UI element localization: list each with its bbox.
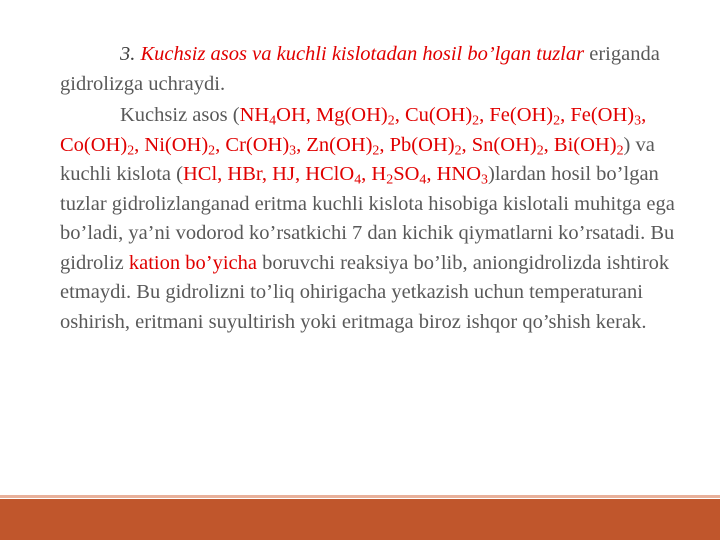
acids-list [182, 163, 489, 188]
base-formula: $Zn(OH)_2$, [306, 133, 390, 158]
acid-formula: HCl, [182, 163, 228, 185]
heading-title: Kuchsiz asos va kuchli kislotadan hosil bo’lgan tuzlar [140, 43, 585, 65]
body-after-acids: )lardan hosil bo’lgan tuzlar gidrolizlanganad eritma kuchli kislota hisobiga kislotali muhitga ega bo’ladi, ya’ni vodorod ko’rsatkichi 7 dan kichik qiymatlarni ko’rsatadi. Bu gidroliz [60, 163, 675, 274]
heading-rest: eriganda gidrolizga uchraydi. [60, 43, 660, 95]
footer-thin-bar [0, 495, 720, 498]
acid-formula: HBr, [227, 163, 273, 185]
base-formula: $Cr(OH)_3$, [225, 133, 307, 158]
base-formula: $Mg(OH)_2$, [316, 104, 405, 129]
acid-formula: HJ, [272, 163, 306, 185]
base-formula: $Fe(OH)_2$, [489, 104, 571, 129]
body-paragraph [60, 101, 700, 337]
body-intro: Kuchsiz asos ( [120, 104, 240, 126]
base-formula: $Co(OH)_2$, [60, 133, 145, 158]
acid-formula: $HNO_3$ [436, 163, 489, 188]
slide-content [60, 40, 700, 337]
acid-formula: $H_2SO_4$, [371, 163, 437, 188]
footer-bar [0, 499, 720, 540]
base-formula: $Fe(OH)_3$, [570, 104, 647, 129]
body-mid: ) va kuchli kislota ( [60, 133, 655, 185]
base-formula: $Bi(OH)_2$ [553, 133, 624, 158]
base-formula: $Ni(OH)_2$, [144, 133, 226, 158]
base-formula: $Pb(OH)_2$, [389, 133, 472, 158]
heading-paragraph [60, 40, 700, 99]
acid-formula: HClO$_4$, [305, 163, 372, 188]
body-ending: boruvchi reaksiya bo’lib, aniongidrolizda ishtirok etmaydi. Bu gidrolizni to’liq ohirigacha yetkazish uchun temperaturani oshirish, eritmani suyultirish yoki eritmaga biroz ishqor qo’shish kerak. [60, 251, 670, 333]
highlight-text: kation bo’yicha [128, 251, 257, 274]
base-formula: $NH_4OH$, [239, 104, 316, 129]
heading-number: 3. [120, 43, 136, 65]
base-formula: $Sn(OH)_2$, [471, 133, 554, 158]
base-formula: $Cu(OH)_2$, [404, 104, 490, 129]
